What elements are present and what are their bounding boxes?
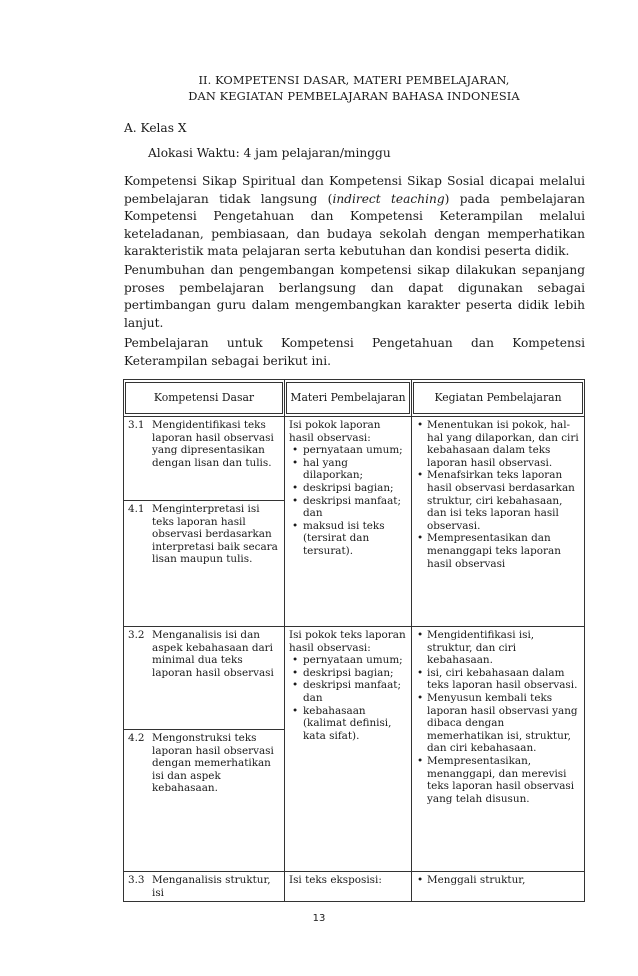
paragraph-1-part-a: Kompetensi Sikap Spiritual dan Kompetensi Sikap Sosial dicapai melalui pembelajaran tidak langsung ( (124, 174, 585, 206)
kd-item: 3.1 Mengidentifikasi teks laporan hasil observasi yang dipresentasikan dengan lisan dan tulis. (128, 419, 274, 469)
paragraph-1-emphasis: indirect teaching (332, 191, 445, 206)
list-item: • Menentukan isi pokok, hal-hal yang dilaporkan, dan ciri kebahasaan dalam teks laporan hasil observasi. (415, 419, 581, 469)
list-item: • kebahasaan (kalimat definisi, kata sifat). (289, 705, 408, 743)
page-number: 13 (312, 913, 326, 924)
list-item: • hal yang dilaporkan; (289, 457, 408, 482)
header-kegiatan: Kegiatan Pembelajaran (412, 380, 585, 417)
heading-line-2: DAN KEGIATAN PEMBELAJARAN BAHASA INDONESIA (188, 89, 520, 103)
list-item: • Mempresentasikan dan menanggapi teks laporan hasil observasi (415, 532, 581, 570)
list-item: • deskripsi bagian; (289, 667, 408, 680)
kd-cell (124, 627, 285, 872)
list-item: • deskripsi bagian; (289, 482, 408, 495)
list-item: • deskripsi manfaat; dan (289, 679, 408, 704)
list-item: • Mengidentifikasi isi, struktur, dan ciri kebahasaan. (415, 629, 581, 667)
competency-table-wrapper (123, 379, 584, 902)
heading-line-1: II. KOMPETENSI DASAR, MATERI PEMBELAJARAN, (198, 73, 510, 87)
paragraph-2: Penumbuhan dan pengembangan kompetensi sikap dilakukan sepanjang proses pembelajaran berlangsung dan dapat digunakan sebagai pertimbangan guru dalam mengembangkan karakter peserta didik lebih lanjut. (124, 263, 585, 330)
list-item: • maksud isi teks (tersirat dan tersurat). (289, 520, 408, 558)
list-item: • Menyusun kembali teks laporan hasil observasi yang dibaca dengan memerhatikan isi, struktur, dan ciri kebahasaan. (415, 692, 581, 755)
materi-cell (285, 872, 412, 902)
paragraph-3: Pembelajaran untuk Kompetensi Pengetahuan dan Kompetensi Keterampilan sebagai berikut ini. (124, 336, 585, 368)
header-kompetensi-dasar: Kompetensi Dasar (124, 380, 285, 417)
materi-intro: Isi teks eksposisi: (289, 874, 382, 886)
time-allocation: Alokasi Waktu: 4 jam pelajaran/minggu (148, 146, 391, 160)
kegiatan-list (415, 629, 581, 805)
kegiatan-cell (412, 417, 585, 627)
kegiatan-list (415, 419, 581, 570)
paragraph-1 (124, 173, 585, 261)
materi-list (289, 654, 408, 742)
section-title: A. Kelas X (124, 121, 187, 135)
list-item: • Menafsirkan teks laporan hasil observasi berdasarkan struktur, ciri kebahasaan, dan isi teks laporan hasil observasi. (415, 469, 581, 532)
list-item: • Mempresentasikan, menanggapi, dan merevisi teks laporan hasil observasi yang telah disusun. (415, 755, 581, 805)
materi-list (289, 444, 408, 557)
kd-item: 4.1 Menginterpretasi isi teks laporan hasil observasi berdasarkan interpretasi baik secara lisan maupun tulis. (124, 500, 284, 568)
materi-intro: Isi pokok teks laporan hasil observasi: (289, 629, 406, 654)
list-item: • Menggali struktur, (415, 874, 581, 887)
list-item: • isi, ciri kebahasaan dalam teks laporan hasil observasi. (415, 667, 581, 692)
table-header-row (124, 380, 585, 417)
materi-cell (285, 417, 412, 627)
table-row (124, 417, 585, 627)
kd-item: 4.2 Mengonstruksi teks laporan hasil observasi dengan memerhatikan isi dan aspek kebahasaan. (124, 729, 284, 797)
kd-cell (124, 417, 285, 627)
materi-intro: Isi pokok laporan hasil observasi: (289, 419, 381, 444)
materi-cell (285, 627, 412, 872)
list-item: • deskripsi manfaat; dan (289, 495, 408, 520)
kd-cell (124, 872, 285, 902)
chapter-heading (124, 72, 584, 104)
header-materi: Materi Pembelajaran (285, 380, 412, 417)
paragraph-1-part-b: ) pada pembelajaran Kompetensi Pengetahuan dan Kompetensi Keterampilan melalui keteladanan, pembiasaan, dan budaya sekolah dengan memperhatikan karakteristik mata pelajaran serta kebutuhan dan kondisi peserta didik. (124, 191, 585, 259)
competency-table (123, 379, 585, 902)
table-row (124, 627, 585, 872)
kegiatan-cell (412, 627, 585, 872)
list-item: • pernyataan umum; (289, 654, 408, 667)
table-row (124, 872, 585, 902)
kd-item: 3.2 Menganalisis isi dan aspek kebahasaan dari minimal dua teks laporan hasil observasi (128, 629, 274, 679)
list-item: • pernyataan umum; (289, 444, 408, 457)
kd-item: 3.3 Menganalisis struktur, isi (128, 874, 271, 899)
kegiatan-cell (412, 872, 585, 902)
kegiatan-list (415, 874, 581, 887)
